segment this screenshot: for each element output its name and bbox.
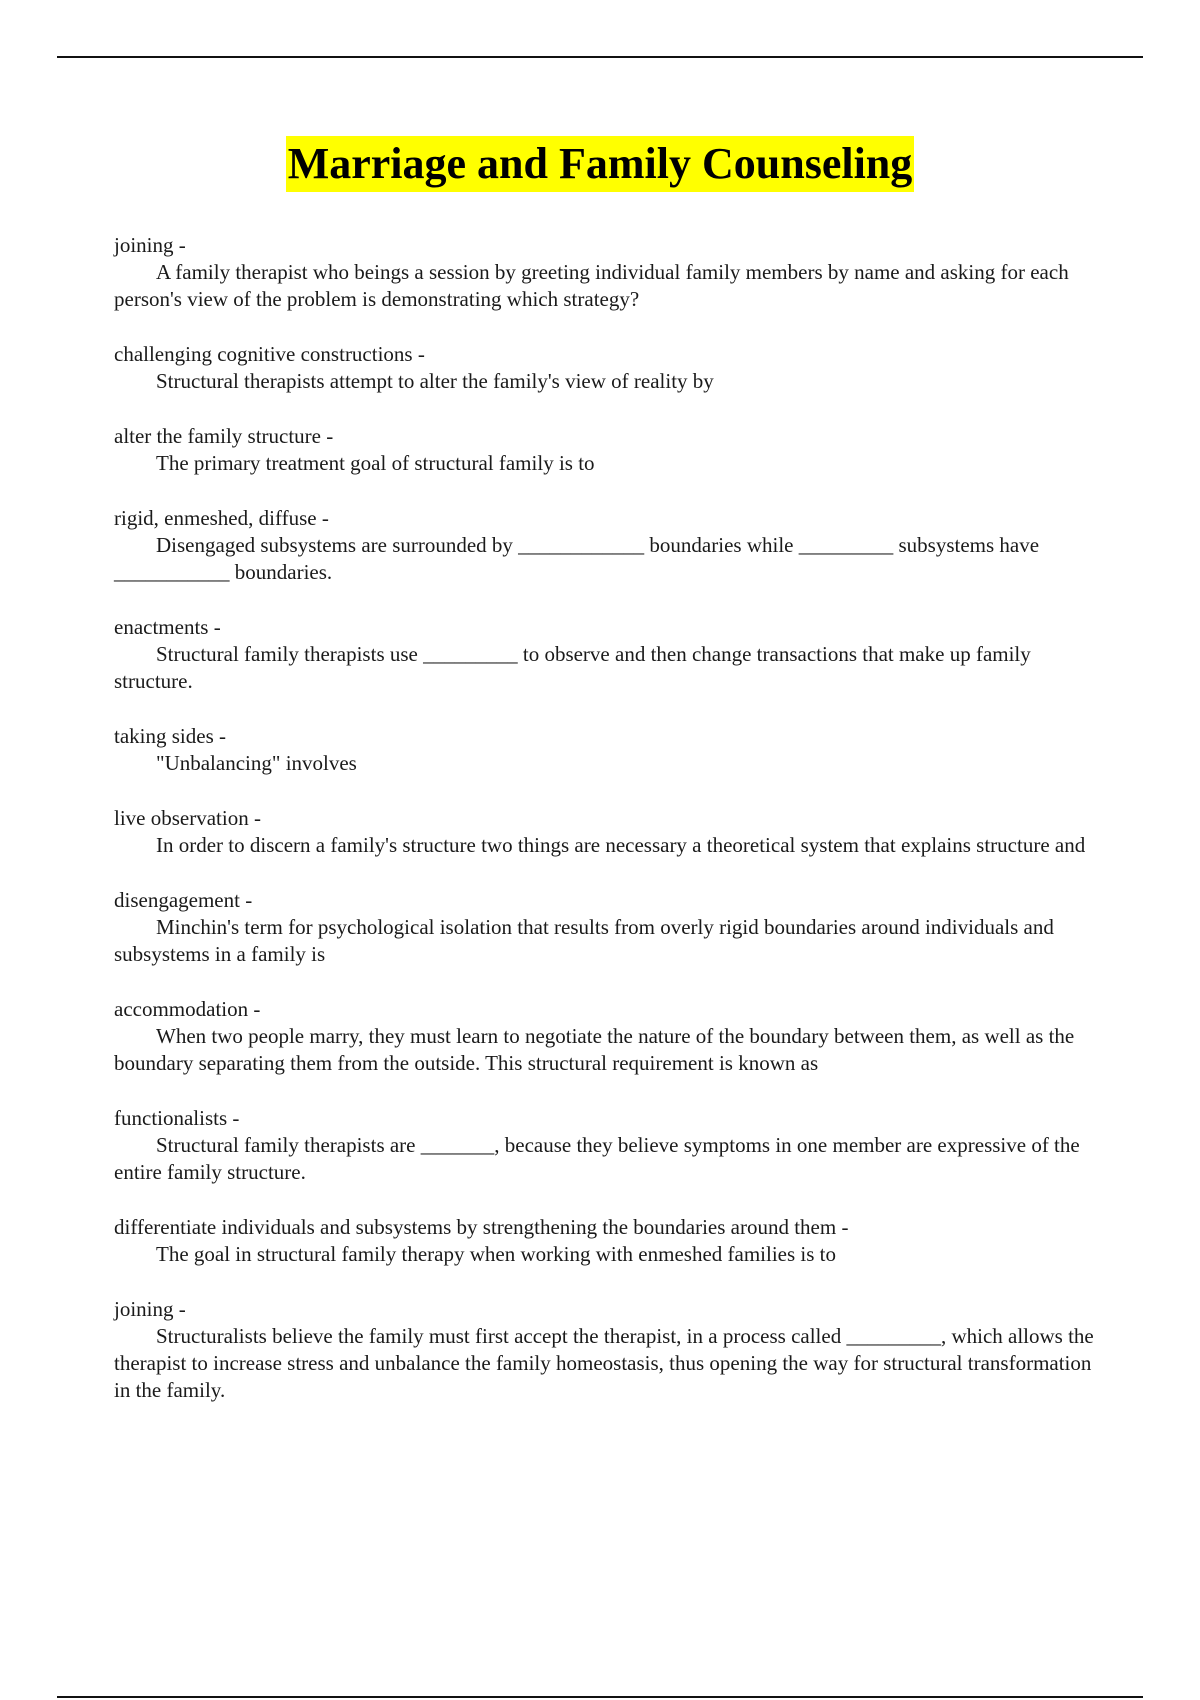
flashcard-term: alter the family structure - (114, 424, 334, 448)
flashcard-item (114, 341, 1108, 395)
flashcard-definition: Structural family therapists are _______, because they believe symptoms in one member are expressive of the entire family structure. (114, 1133, 1080, 1184)
title-container (0, 136, 1200, 192)
flashcard-definition: When two people marry, they must learn to negotiate the nature of the boundary between them, as well as the boundary separating them from the outside. This structural requirement is known as (114, 1024, 1075, 1075)
bottom-rule (57, 1696, 1143, 1698)
flashcard-definition: Disengaged subsystems are surrounded by ____________ boundaries while _________ subsystems have ___________ boundaries. (114, 533, 1040, 584)
flashcard-term: functionalists - (114, 1106, 240, 1130)
flashcard-definition: In order to discern a family's structure two things are necessary a theoretical system that explains structure and (156, 833, 1086, 857)
flashcard-term: taking sides - (114, 724, 226, 748)
flashcard-definition: The goal in structural family therapy when working with enmeshed families is to (156, 1242, 836, 1266)
flashcard-definition: Structural family therapists use _________ to observe and then change transactions that make up family structure. (114, 642, 1031, 693)
flashcard-item (114, 1105, 1108, 1186)
flashcard-term: disengagement - (114, 888, 253, 912)
flashcard-definition: Structuralists believe the family must first accept the therapist, in a process called _________, which allows the therapist to increase stress and unbalance the family homeostasis, thus opening the way for structural transformation in the family. (114, 1324, 1094, 1402)
top-rule (57, 56, 1143, 58)
flashcard-term: challenging cognitive constructions - (114, 342, 425, 366)
flashcard-item (114, 423, 1108, 477)
flashcard-definition: A family therapist who beings a session by greeting individual family members by name and asking for each person's view of the problem is demonstrating which strategy? (114, 260, 1069, 311)
flashcard-definition: Minchin's term for psychological isolation that results from overly rigid boundaries around individuals and subsystems in a family is (114, 915, 1054, 966)
flashcard-item (114, 232, 1108, 313)
flashcard-term: joining - (114, 1297, 186, 1321)
flashcard-item (114, 1296, 1108, 1404)
flashcard-term: differentiate individuals and subsystems by strengthening the boundaries around them - (114, 1215, 849, 1239)
flashcard-item (114, 505, 1108, 586)
flashcard-term: enactments - (114, 615, 221, 639)
flashcard-item (114, 996, 1108, 1077)
flashcard-list (114, 232, 1108, 1432)
flashcard-item (114, 887, 1108, 968)
page-title: Marriage and Family Counseling (286, 136, 915, 192)
flashcard-term: live observation - (114, 806, 261, 830)
flashcard-item (114, 805, 1108, 859)
flashcard-term: rigid, enmeshed, diffuse - (114, 506, 329, 530)
flashcard-definition: The primary treatment goal of structural family is to (156, 451, 595, 475)
flashcard-definition: "Unbalancing" involves (156, 751, 357, 775)
flashcard-term: joining - (114, 233, 186, 257)
flashcard-item (114, 723, 1108, 777)
flashcard-item (114, 1214, 1108, 1268)
flashcard-item (114, 614, 1108, 695)
flashcard-term: accommodation - (114, 997, 261, 1021)
flashcard-definition: Structural therapists attempt to alter the family's view of reality by (156, 369, 714, 393)
